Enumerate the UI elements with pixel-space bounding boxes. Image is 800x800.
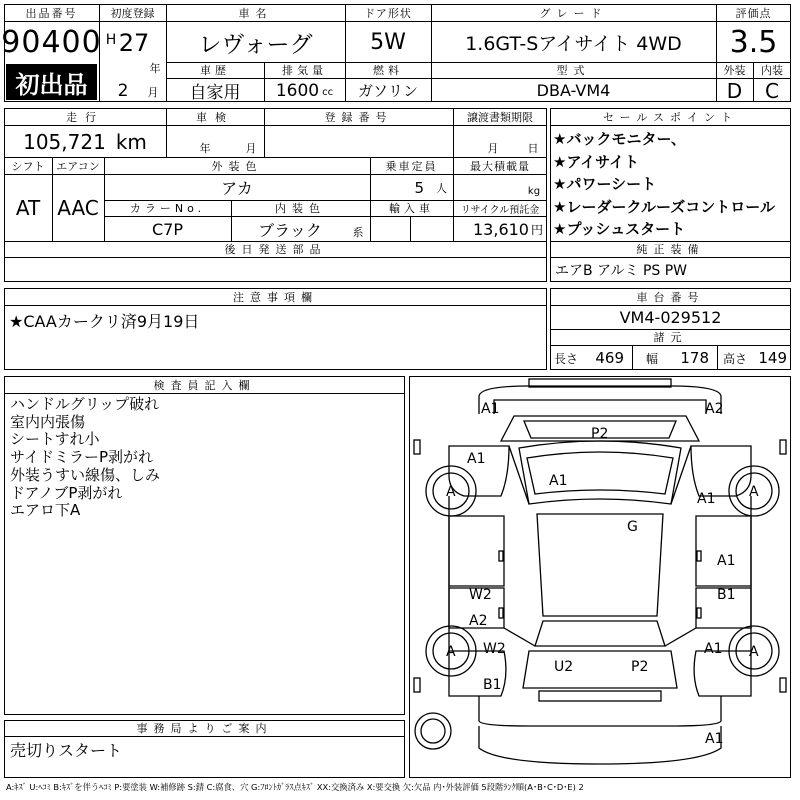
mark-left-rear-wheel: A: [446, 644, 456, 660]
left-rear-handle: [499, 608, 503, 618]
exterior-color-value: アカ: [221, 179, 253, 198]
roof-outline: [537, 514, 663, 616]
interior-color-unit: 系: [352, 226, 364, 239]
model-label: 車名: [238, 6, 273, 20]
equipment-label: 純正装備: [636, 243, 705, 256]
exterior-grade: D: [726, 78, 743, 103]
left-front-door: [449, 516, 504, 586]
windshield-outline: [519, 441, 681, 504]
mark-right-front-door: A1: [717, 553, 736, 569]
inspector-line: 室内内張傷: [10, 412, 86, 431]
chassis-number: VM4-029512: [619, 308, 722, 327]
capacity-label: 乗車定員: [385, 159, 438, 173]
shift-value: AT: [15, 196, 41, 220]
right-rear-handle: [697, 608, 701, 618]
plate-label: 登録番号: [324, 110, 393, 124]
right-front-handle: [697, 551, 701, 561]
score-value: 3.5: [729, 24, 778, 60]
mark-underbody: A1: [705, 731, 724, 747]
displacement-unit: cc: [322, 87, 334, 98]
mileage-label: 走行: [66, 110, 104, 124]
mark-trunk-left: U2: [554, 659, 574, 675]
spare-wheel-inner: [421, 719, 445, 743]
inspector-line: シートすれ小: [10, 430, 100, 449]
inspector-line: 外装うすい線傷、しみ: [10, 465, 161, 484]
type-value: DBA-VM4: [536, 81, 611, 100]
load-unit: kg: [527, 185, 541, 197]
inspector-notes: [10, 396, 160, 520]
right-front-fender: [691, 446, 751, 496]
front-bumper-inner: [494, 400, 706, 414]
office-label: 事務局よりご案内: [136, 722, 273, 735]
selling-point: ★プッシュスタート: [553, 220, 686, 238]
notes-value: ★CAAカークリ済9月19日: [9, 312, 200, 331]
inspection-label: 車検: [196, 110, 234, 124]
fuel-label: 燃料: [373, 64, 403, 77]
dimensions-label: 諸元: [653, 331, 688, 344]
rear-plate-outline: [539, 691, 661, 701]
later-parts-label: 後日発送部品: [224, 243, 327, 256]
office-value: 売切りスタート: [10, 741, 123, 760]
height-value: 149: [758, 349, 787, 367]
inspection-month-unit: 月: [245, 142, 257, 155]
length-field: [550, 346, 632, 370]
left-mirror: [414, 440, 420, 454]
right-rear-marker: [780, 678, 786, 692]
interior-color-value: ブラック: [258, 220, 322, 240]
load-label: 最大積載量: [470, 159, 530, 173]
transfer-label: 譲渡書類期限: [467, 110, 533, 124]
inspector-line: サイドミラーP剥がれ: [10, 448, 153, 467]
left-c-pillar: [504, 628, 535, 646]
mark-windshield: A1: [549, 473, 568, 489]
height-label: 高さ: [723, 351, 748, 366]
exterior-grade-label: 外装: [723, 64, 746, 77]
lot-number-label: 出品番号: [25, 6, 78, 20]
lot-number: 90400: [1, 24, 102, 60]
ac-value: AAC: [57, 196, 99, 220]
car-diagram: [409, 376, 791, 778]
first-listing-badge: 初出品: [6, 64, 97, 100]
selling-point: ★アイサイト: [553, 152, 640, 171]
mark-left-front-door: W2: [469, 587, 492, 603]
inspector-line: ドアノブP剥がれ: [10, 483, 123, 502]
transfer-month-unit: 月: [487, 142, 499, 155]
mark-trunk-right: P2: [631, 659, 649, 675]
legend: A:ｷｽﾞ U:ﾍｺﾐ B:ｷｽﾞを伴うﾍｺﾐ P:要塗装 W:補修跡 S:錆 C:腐食、穴 G:ﾌﾛﾝﾄｶﾞﾗｽ点ｷｽﾞ XX:交換済み X:要交換 欠:欠品 内･外装評価 5段階ﾗﾝｸ順(A･B･C･D･E) 2: [6, 782, 584, 792]
displacement-label: 排気量: [282, 64, 327, 77]
mark-right-front-fender: A1: [697, 491, 716, 507]
selling-points-list: [553, 128, 793, 241]
grade-label: グレード: [539, 6, 608, 20]
inspector-label: 検査員記入欄: [153, 378, 256, 392]
ac-label: エアコン: [56, 159, 100, 173]
type-label: 型式: [556, 64, 591, 77]
registration-year-unit: 年: [149, 62, 161, 75]
recycle-amount: 13,610: [473, 219, 529, 239]
mark-right-rear-door: B1: [717, 587, 736, 603]
width-value: 178: [680, 349, 709, 367]
mark-left-front-wheel: A: [446, 484, 456, 500]
capacity-value: [370, 175, 453, 200]
selling-point: ★レーダークルーズコントロール: [553, 197, 775, 216]
recycle-label: リサイクル預託金: [460, 204, 540, 216]
left-front-handle: [499, 551, 503, 561]
fuel-value: ガソリン: [357, 82, 418, 100]
left-rear-marker: [414, 678, 420, 692]
displacement-number: 1600: [275, 80, 320, 101]
mark-right-rear-wheel: A: [749, 644, 759, 660]
mark-right-front-wheel: A: [749, 484, 759, 500]
mark-left-front-fender: A1: [467, 451, 486, 467]
registration-year: 27: [118, 29, 150, 57]
width-label: 幅: [646, 351, 659, 366]
interior-grade: C: [765, 78, 779, 103]
rear-window-outline: [535, 621, 665, 646]
interior-grade-label: 内装: [761, 64, 783, 77]
score-label: 評価点: [735, 6, 772, 20]
shift-label: シフト: [11, 159, 45, 173]
history-label: 車歴: [200, 64, 230, 77]
capacity-number: 5: [414, 178, 424, 197]
mark-right-rear-fender: A1: [704, 641, 723, 657]
inspection-year-unit: 年: [199, 142, 211, 155]
door-label: ドア形状: [364, 6, 412, 20]
registration-month: 2: [117, 81, 129, 101]
mileage-number: 105,721: [23, 129, 106, 154]
recycle-unit: 円: [530, 222, 543, 237]
mark-roof: G: [627, 519, 638, 535]
mark-front-bumper-right: A2: [705, 401, 724, 417]
registration-label: 初度登録: [110, 6, 155, 20]
right-a-pillar: [671, 446, 691, 504]
registration-era: H: [105, 32, 117, 48]
width-field: [632, 346, 717, 370]
inspector-line: エアロ下A: [10, 501, 81, 520]
mark-front-bumper-left: A1: [481, 401, 500, 417]
selling-point: ★パワーシート: [553, 175, 657, 193]
mark-left-rear-fender: W2: [483, 641, 506, 657]
left-a-pillar: [509, 446, 529, 504]
mileage-value: [4, 126, 166, 157]
inspector-line: ハンドルグリップ破れ: [10, 395, 160, 413]
selling-point: ★バックモニター、: [553, 130, 686, 148]
mark-hood: P2: [591, 426, 609, 442]
capacity-unit: 人: [436, 181, 447, 195]
recycle-value: [453, 217, 547, 241]
model-name: レヴォーグ: [198, 31, 313, 58]
right-c-pillar: [665, 628, 696, 646]
door-value: 5W: [370, 29, 406, 55]
length-label: 長さ: [554, 351, 579, 366]
length-value: 469: [595, 349, 624, 367]
transfer-day-unit: 日: [527, 142, 539, 155]
selling-points-label: セールスポイント: [602, 110, 738, 124]
displacement-value: [264, 79, 345, 102]
chassis-label: 車台番号: [636, 290, 705, 304]
height-field: [717, 346, 791, 370]
right-mirror: [780, 440, 786, 454]
import-label: 輸入車: [389, 202, 434, 215]
history-value: 自家用: [189, 83, 241, 103]
interior-color-label: 内装色: [275, 202, 326, 215]
mark-rear-bumper-left: B1: [483, 677, 502, 693]
mileage-unit: km: [115, 129, 147, 154]
registration-month-unit: 月: [147, 86, 159, 99]
right-front-door: [696, 516, 751, 586]
color-number-label: カラーNo.: [129, 202, 206, 215]
trunk-outline: [523, 651, 677, 688]
color-number-value: C7P: [152, 219, 183, 239]
grade-value: 1.6GT-Sアイサイト 4WD: [465, 32, 682, 55]
underbody-outline: [479, 726, 724, 764]
equipment-value: エアB アルミ PS PW: [555, 263, 688, 279]
mark-left-rear-door: A2: [469, 613, 488, 629]
exterior-color-label: 外装色: [211, 159, 263, 173]
notes-label: 注意事項欄: [233, 290, 318, 304]
